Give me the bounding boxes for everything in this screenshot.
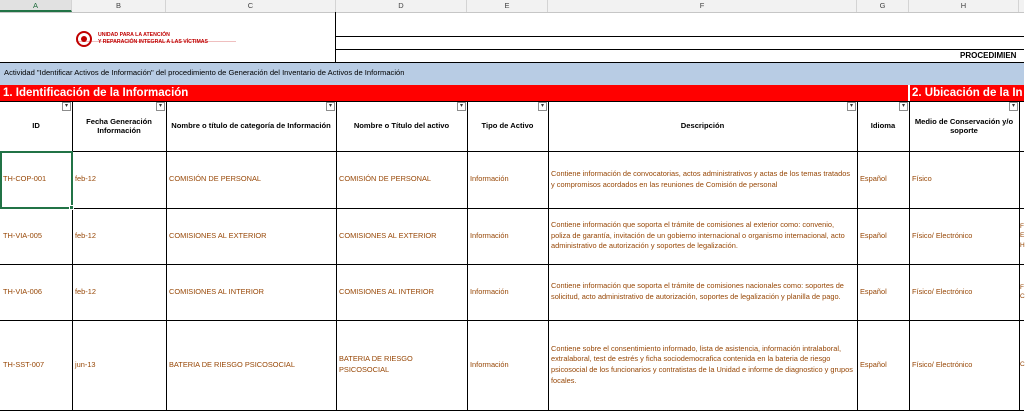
- cell-overflow[interactable]: F C: [1020, 283, 1025, 300]
- section-location[interactable]: 2. Ubicación de la In: [909, 85, 1024, 101]
- grid-line: [0, 320, 1024, 321]
- header-id[interactable]: ID: [32, 121, 40, 131]
- cell-categoria[interactable]: COMISIÓN DE PERSONAL: [169, 174, 261, 184]
- cell-tipo[interactable]: Información: [470, 174, 509, 184]
- cell-id[interactable]: TH-VIA-005: [3, 230, 43, 240]
- header-fecha[interactable]: Fecha Generación Información: [86, 116, 152, 135]
- column-letter-b[interactable]: B: [72, 0, 166, 12]
- grid-line: [72, 101, 73, 410]
- grid-line: [0, 410, 1024, 411]
- header-tipo[interactable]: Tipo de Activo: [481, 121, 534, 131]
- grid-line: [0, 264, 1024, 265]
- cell-idioma[interactable]: Español: [860, 174, 887, 184]
- procedure-title: PROCEDIMIEN: [960, 51, 1017, 60]
- grid-line: [548, 101, 549, 410]
- cell-activo[interactable]: BATERIA DE RIESGO PSICOSOCIAL: [339, 354, 413, 374]
- cell-activo[interactable]: COMISIÓN DE PERSONAL: [339, 174, 431, 184]
- cell-idioma[interactable]: Español: [860, 286, 887, 296]
- grid-line: [0, 101, 1024, 102]
- filter-dropdown-activo[interactable]: ▾: [457, 102, 466, 111]
- header-activo[interactable]: Nombre o Título del activo: [353, 121, 450, 131]
- cell-activo[interactable]: COMISIONES AL INTERIOR: [339, 286, 434, 296]
- cell-categoria[interactable]: BATERIA DE RIESGO PSICOSOCIAL: [169, 359, 295, 369]
- grid-line: [166, 101, 167, 410]
- logo-cell: [0, 12, 336, 63]
- column-letter-c[interactable]: C: [166, 0, 336, 12]
- column-letter-g[interactable]: G: [857, 0, 909, 12]
- filter-dropdown-tipo[interactable]: ▾: [538, 102, 547, 111]
- header-idioma[interactable]: Idioma: [870, 121, 896, 131]
- grid-line: [0, 208, 1024, 209]
- grid-line: [336, 101, 337, 410]
- filter-dropdown-idioma[interactable]: ▾: [899, 102, 908, 111]
- grid-line: [857, 101, 858, 410]
- cell-tipo[interactable]: Información: [470, 230, 509, 240]
- filter-dropdown-categoria[interactable]: ▾: [326, 102, 335, 111]
- filter-dropdown-medio[interactable]: ▾: [1009, 102, 1018, 111]
- grid-line: [1019, 101, 1020, 410]
- cell-idioma[interactable]: Español: [860, 230, 887, 240]
- filter-dropdown-fecha[interactable]: ▾: [156, 102, 165, 111]
- header-descripcion[interactable]: Descripción: [680, 121, 725, 131]
- column-letter-d[interactable]: D: [336, 0, 467, 12]
- cell-descripcion[interactable]: Contiene información que soporta el trámite de comisiones nacionales como: soportes de solicitud, acto administrativo de autorización, soportes de legalización y planilla de pago.: [551, 281, 844, 301]
- column-letter-a[interactable]: A: [0, 0, 72, 12]
- logo-line-2: Y REPARACIÓN INTEGRAL A LAS VÍCTIMAS: [98, 39, 208, 45]
- cell-descripcion[interactable]: Contiene información que soporta el trámite de comisiones al exterior como: convenio, poliza de garantía, invitación de un gobierno internacional o organismo internacional, acto administrativo de autorización y soportes de legalización.: [551, 219, 845, 251]
- cell-descripcion[interactable]: Contiene información de convocatorias, actos administrativos y actas de los temas tratados y compromisos acordados en las reuniones de Comisión de personal: [551, 168, 851, 189]
- cell-medio[interactable]: Físico/ Electrónico: [912, 286, 973, 296]
- cell-fecha[interactable]: jun-13: [75, 359, 96, 369]
- cell-categoria[interactable]: COMISIONES AL INTERIOR: [169, 286, 264, 296]
- logo-line-1: UNIDAD PARA LA ATENCIÓN: [98, 31, 170, 38]
- cell-fecha[interactable]: feb-12: [75, 286, 96, 296]
- title-divider-2: [336, 49, 1024, 50]
- column-letter-e[interactable]: E: [467, 0, 548, 12]
- active-cell-selection: [0, 151, 73, 209]
- cell-medio[interactable]: Físico: [912, 174, 932, 184]
- cell-idioma[interactable]: Español: [860, 359, 887, 369]
- cell-descripcion[interactable]: Contiene sobre el consentimiento informado, lista de asistencia, información intralaboral, extralaboral, test de estrés y ficha sociodemocrafica contenida en la bateria de riesgo psicosocial de los funcionarios y contratistas de la Unidad e informe de diagnostico y grupos focales.: [551, 343, 853, 385]
- cell-categoria[interactable]: COMISIONES AL EXTERIOR: [169, 230, 267, 240]
- cell-activo[interactable]: COMISIONES AL EXTERIOR: [339, 230, 437, 240]
- header-medio[interactable]: Medio de Conservación y/o soporte: [914, 116, 1014, 135]
- fill-handle[interactable]: [69, 205, 74, 210]
- title-divider-1: [336, 36, 1024, 37]
- header-categoria[interactable]: Nombre o título de categoría de Información: [171, 121, 331, 131]
- section-identification[interactable]: 1. Identificación de la Información: [0, 85, 908, 101]
- logo: [76, 26, 236, 52]
- column-letter-f[interactable]: F: [548, 0, 857, 12]
- coat-of-arms-icon: [76, 31, 92, 47]
- filter-dropdown-descripcion[interactable]: ▾: [847, 102, 856, 111]
- cell-overflow[interactable]: C: [1020, 361, 1025, 369]
- cell-overflow[interactable]: F E H: [1020, 222, 1025, 249]
- cell-id[interactable]: TH-COP-001: [3, 174, 47, 184]
- cell-tipo[interactable]: Información: [470, 359, 509, 369]
- cell-tipo[interactable]: Información: [470, 286, 509, 296]
- cell-fecha[interactable]: feb-12: [75, 174, 96, 184]
- cell-id[interactable]: TH-SST-007: [3, 359, 45, 369]
- grid-line: [467, 101, 468, 410]
- column-letter-h[interactable]: H: [909, 0, 1019, 12]
- cell-fecha[interactable]: feb-12: [75, 230, 96, 240]
- logo-underline: [76, 41, 236, 42]
- cell-medio[interactable]: Físico/ Electrónico: [912, 230, 973, 240]
- cell-id[interactable]: TH-VIA-006: [3, 286, 43, 296]
- activity-description[interactable]: Actividad "Identificar Activos de Información" del procedimiento de Generación del Inventario de Activos de Información: [0, 63, 1024, 85]
- logo-text: [98, 32, 208, 46]
- grid-line: [0, 151, 1024, 152]
- filter-dropdown-id[interactable]: ▾: [62, 102, 71, 111]
- cell-medio[interactable]: Físico/ Electrónico: [912, 359, 973, 369]
- grid-line: [909, 101, 910, 410]
